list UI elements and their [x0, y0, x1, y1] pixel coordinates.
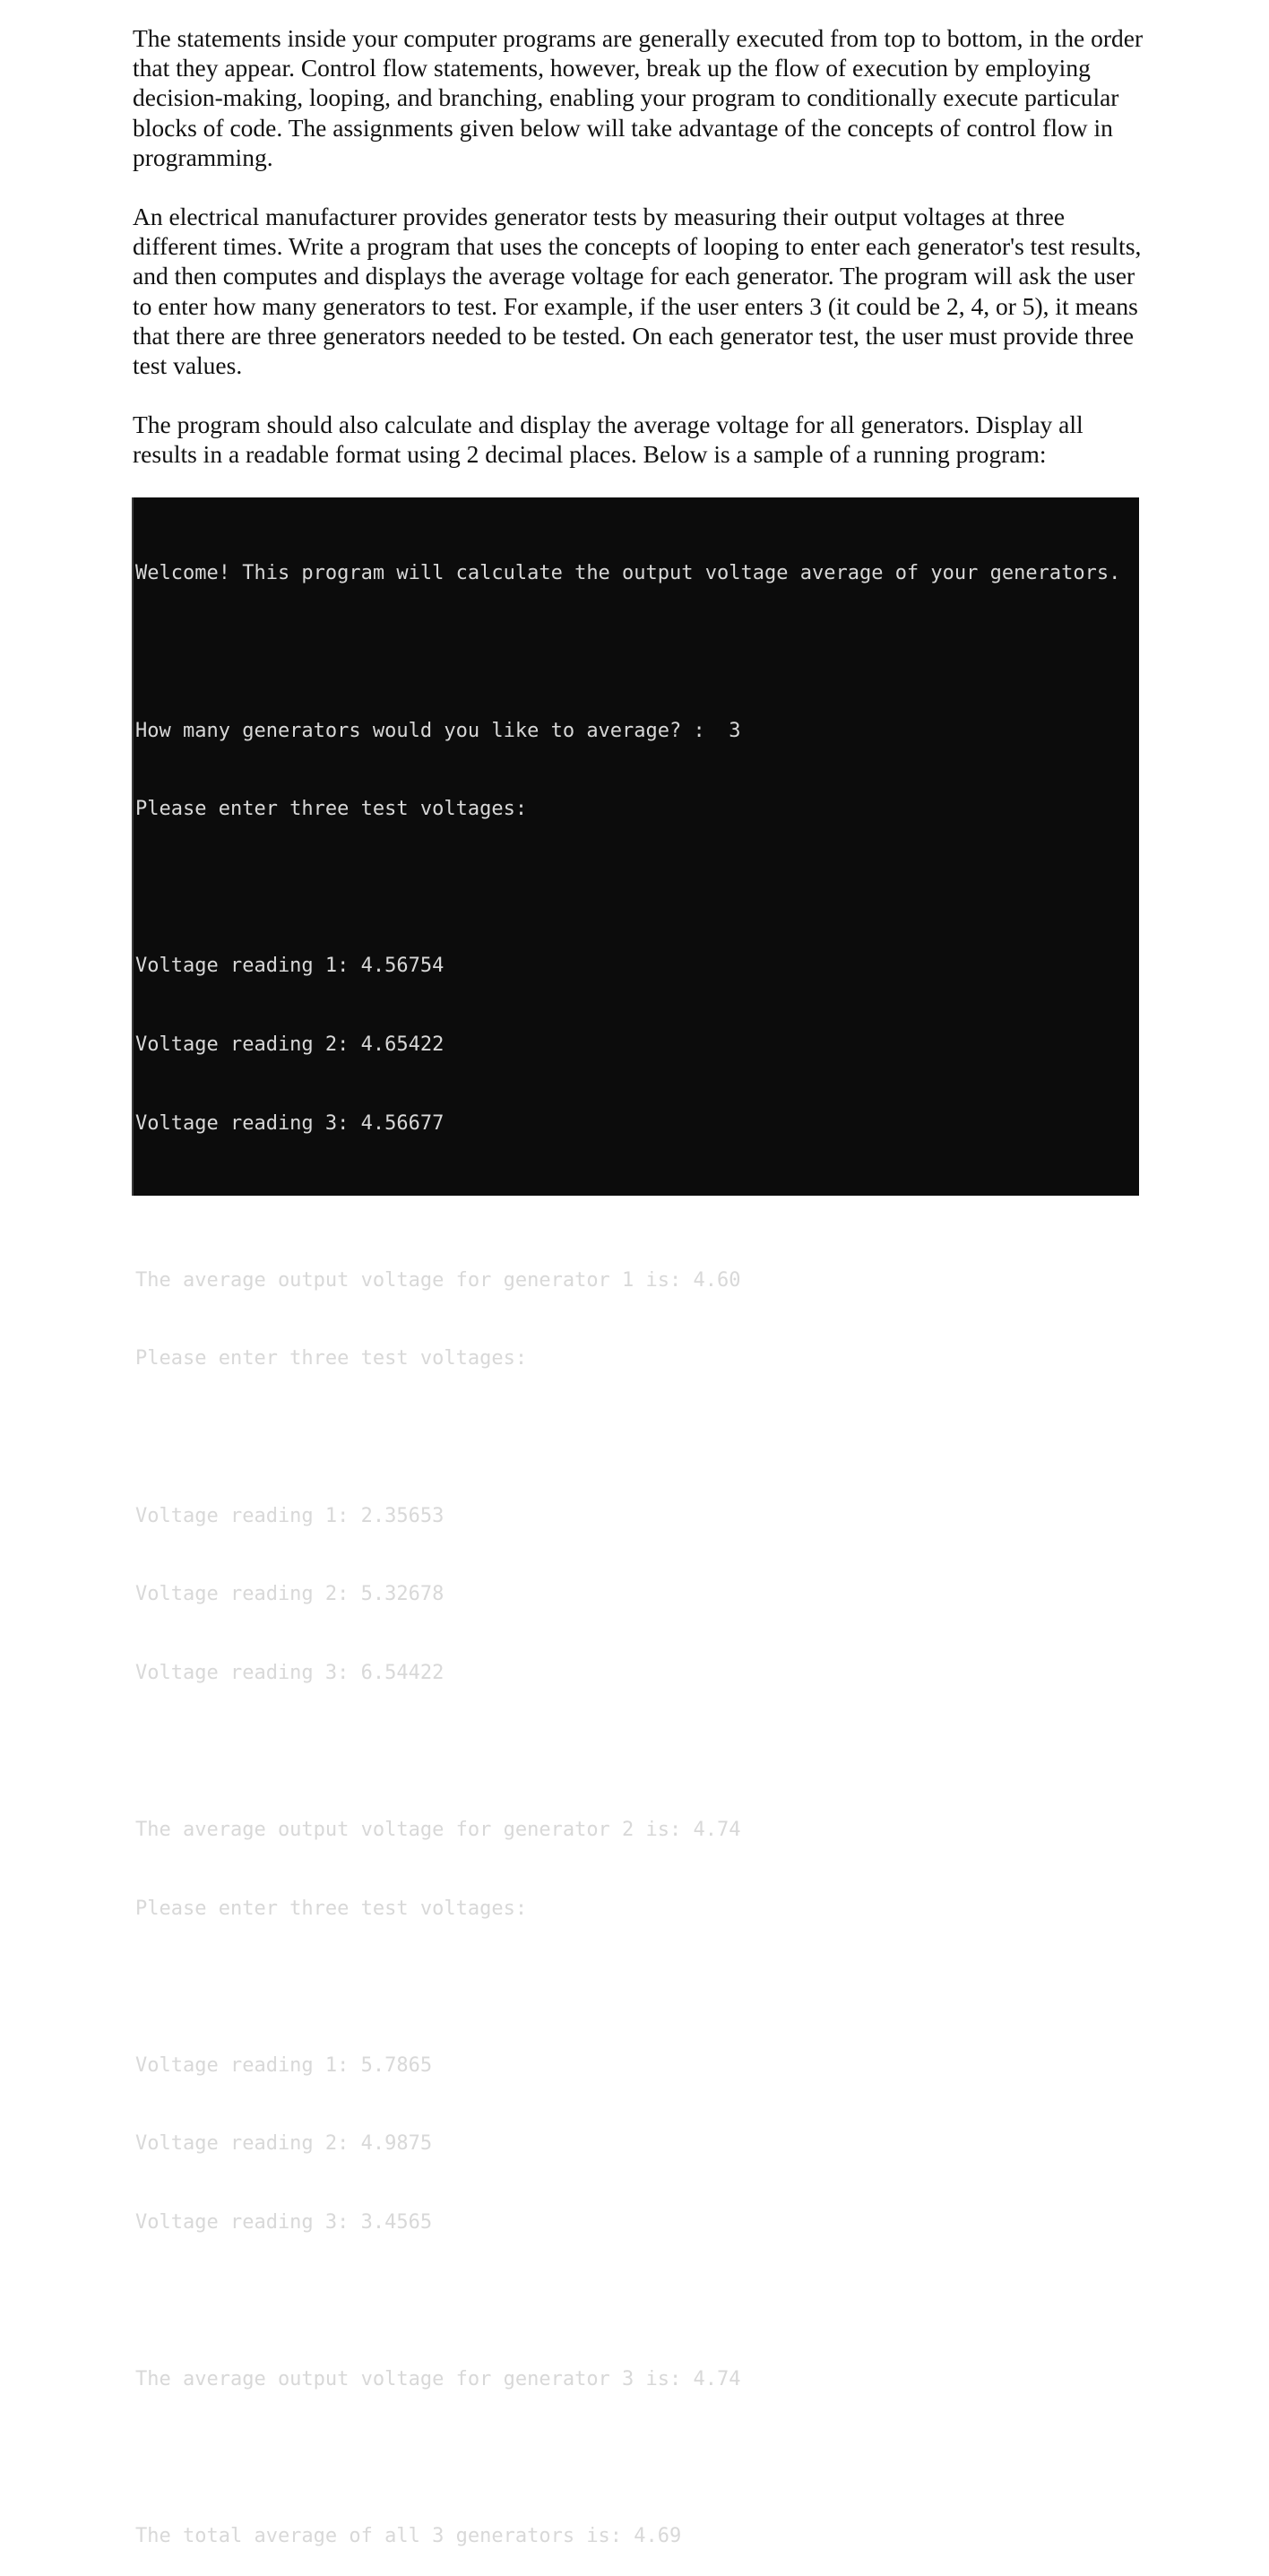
console-line: [135, 1189, 1139, 1215]
console-line: Voltage reading 2: 4.9875: [135, 2132, 433, 2156]
console-line: Voltage reading 3: 4.56677: [135, 1111, 445, 1135]
console-line: Voltage reading 2: 5.32678: [135, 1583, 445, 1606]
console-line: Please enter three test voltages:: [135, 1897, 528, 1920]
assignment-text: [133, 23, 1145, 499]
console-line: Please enter three test voltages:: [135, 1347, 528, 1370]
console-line: Voltage reading 1: 4.56754: [135, 955, 445, 978]
console-line: Voltage reading 2: 4.65422: [135, 1033, 445, 1056]
console-line: Voltage reading 1: 2.35653: [135, 1504, 445, 1527]
paragraph-intro: The statements inside your computer programs are generally executed from top to bottom, in the order that they appear. Control flow statements, however, break up the flow of execution by employing decision-making, looping, and branching, enabling your program to conditionally execute particular blocks of code. The assignments given below will take advantage of the concepts of control flow in programming.: [133, 24, 1144, 171]
console-line: Please enter three test voltages:: [135, 798, 528, 821]
console-sample-output: [132, 497, 1139, 2548]
paragraph-task: An electrical manufacturer provides generator tests by measuring their output voltages at three different times. Write a program that uses the concepts of looping to enter each generator's test results, and then computes and displays the average voltage for each generator. The program will ask the user to enter how many generators to test. For example, if the user enters 3 (it could be 2, 4, or 5), it means that there are three generators needed to be tested. On each generator test, the user must provide three test values.: [133, 203, 1142, 380]
console-line: [135, 2445, 1139, 2471]
console-line: [135, 1974, 1139, 2000]
console-line: How many generators would you like to average? : 3: [135, 719, 741, 742]
console-line: [135, 1738, 1139, 1764]
console-line: The average output voltage for generator 1 is: 4.60: [135, 1268, 741, 1292]
paragraph-requirements: The program should also calculate and display the average voltage for all generators. Display all results in a readable format using 2 decimal places. Below is a sample of a running program:: [133, 411, 1083, 469]
console-line: [135, 1424, 1139, 1450]
console-line: Voltage reading 1: 5.7865: [135, 2053, 433, 2077]
console-line: [135, 2287, 1139, 2313]
console-line: [135, 639, 1139, 665]
console-line: Voltage reading 3: 6.54422: [135, 1661, 445, 1684]
console-line: Welcome! This program will calculate the output voltage average of your generators.: [135, 562, 1121, 585]
console-line: The average output voltage for generator 2 is: 4.74: [135, 1818, 741, 1841]
console-line: The average output voltage for generator 3 is: 4.74: [135, 2368, 741, 2391]
console-line: Voltage reading 3: 3.4565: [135, 2210, 433, 2234]
console-line: The total average of all 3 generators is: 4.69: [135, 2525, 682, 2548]
console-line: [135, 875, 1139, 901]
